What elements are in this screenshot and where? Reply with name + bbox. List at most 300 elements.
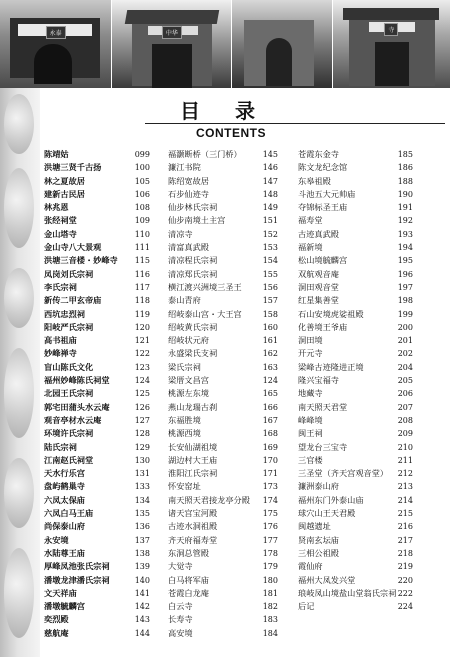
toc-entry-page: 166 — [262, 402, 278, 412]
toc-entry-page: 140 — [134, 575, 150, 585]
toc-entry-title: 霞仙府 — [298, 561, 323, 572]
toc-entry — [298, 414, 413, 427]
toc-entry-page: 167 — [262, 415, 278, 425]
toc-entry-title: 厚峰凤池张氏宗祠 — [44, 560, 110, 573]
toc-entry — [168, 387, 278, 400]
toc-entry-page: 141 — [134, 588, 150, 598]
toc-entry — [168, 148, 278, 161]
toc-entry-title: 开元寺 — [298, 348, 323, 359]
toc-entry — [168, 175, 278, 188]
toc-entry-page: 121 — [134, 336, 150, 346]
toc-entry — [168, 534, 278, 547]
toc-entry-page: 156 — [262, 282, 278, 292]
toc-entry-page: 149 — [262, 203, 278, 213]
toc-entry-title: 燕山龙瑞古刹 — [168, 401, 218, 412]
toc-entry — [298, 494, 413, 507]
toc-entry-title: 水陆尊王庙 — [44, 547, 85, 560]
toc-entry-page: 120 — [134, 322, 150, 332]
toc-entry-page: 222 — [397, 588, 413, 598]
toc-entry — [298, 214, 413, 227]
toc-entry-title: 高安境 — [168, 627, 193, 638]
toc-entry — [168, 214, 278, 227]
toc-entry-page: 202 — [397, 349, 413, 359]
toc-entry-page: 137 — [134, 535, 150, 545]
toc-entry-page: 152 — [262, 229, 278, 239]
toc-entry-page: 199 — [397, 309, 413, 319]
toc-entry — [168, 547, 278, 560]
toc-entry-page: 111 — [134, 243, 150, 253]
toc-entry-title: 六凤白马王庙 — [44, 507, 93, 520]
photo-strip — [0, 0, 450, 88]
toc-entry — [44, 494, 150, 507]
page-title: 目 录 — [180, 99, 269, 123]
toc-entry — [298, 161, 413, 174]
toc-entry-page: 206 — [397, 389, 413, 399]
toc-entry-title: 金山塔寺 — [44, 228, 77, 241]
toc-entry-title: 清凉郑氏宗祠 — [168, 268, 218, 279]
toc-entry-title: 古迹真武殿 — [298, 228, 339, 239]
toc-entry — [168, 441, 278, 454]
title-divider — [145, 123, 445, 124]
toc-entry-page: 197 — [397, 282, 413, 292]
toc-entry-title: 文天祥庙 — [44, 587, 77, 600]
toc-entry-title: 福新境 — [298, 242, 323, 253]
toc-entry-page: 176 — [262, 522, 278, 532]
toc-entry-title: 永盛梁氏支祠 — [168, 348, 218, 359]
toc-entry — [298, 467, 413, 480]
toc-entry-page: 108 — [134, 203, 150, 213]
toc-entry — [298, 361, 413, 374]
toc-entry-title: 梁氏宗祠 — [168, 361, 201, 372]
toc-entry-title: 潘墩毓麟宫 — [44, 600, 85, 613]
toc-entry — [168, 361, 278, 374]
toc-entry-title: 隆兴宝福寺 — [298, 375, 339, 386]
toc-entry-page: 135 — [134, 509, 150, 519]
toc-entry — [168, 201, 278, 214]
toc-entry-title: 淮阳江氏宗祠 — [168, 468, 218, 479]
toc-entry-page: 184 — [262, 628, 278, 638]
toc-entry — [298, 507, 413, 520]
toc-entry-title: 闽王祠 — [298, 428, 323, 439]
toc-entry-page: 188 — [397, 176, 413, 186]
toc-entry — [44, 321, 150, 334]
toc-entry-title: 东福胜境 — [168, 414, 201, 425]
toc-entry-page: 217 — [397, 535, 413, 545]
toc-entry-title: 建新古民居 — [44, 188, 85, 201]
photo-label: 永泰 — [46, 26, 66, 39]
toc-entry-title: 石步仙迹寺 — [168, 188, 209, 199]
carving-ornament — [4, 548, 34, 638]
toc-entry-title: 濂洲泰山府 — [298, 481, 339, 492]
toc-entry — [44, 507, 150, 520]
toc-entry-title: 绍岐状元府 — [168, 335, 209, 346]
toc-entry-title: 洞田境 — [298, 335, 323, 346]
toc-entry-page: 133 — [134, 482, 150, 492]
toc-entry — [298, 600, 413, 613]
toc-entry-title: 苍霞东金寺 — [298, 149, 339, 159]
toc-entry-title: 绍岐泰山宫・大王宫 — [168, 308, 242, 319]
toc-entry — [44, 228, 150, 241]
toc-entry — [168, 228, 278, 241]
toc-entry-page: 173 — [262, 482, 278, 492]
toc-entry-page: 134 — [134, 495, 150, 505]
toc-entry-page: 100 — [134, 163, 150, 173]
toc-entry-title: 松山境毓麟宫 — [298, 255, 348, 266]
toc-entry-title: 六凤太保庙 — [44, 494, 85, 507]
carving-ornament — [4, 348, 34, 438]
toc-entry-page: 180 — [262, 575, 278, 585]
toc-entry-page: 109 — [134, 216, 150, 226]
toc-entry-page: 169 — [262, 442, 278, 452]
toc-entry-page: 118 — [134, 296, 150, 306]
toc-entry — [44, 161, 150, 174]
toc-entry — [298, 201, 413, 214]
toc-entry-page: 105 — [134, 176, 150, 186]
toc-entry — [168, 494, 278, 507]
toc-entry — [44, 534, 150, 547]
toc-entry-title: 大觉寺 — [168, 561, 193, 572]
toc-entry-page: 193 — [397, 229, 413, 239]
toc-entry — [44, 387, 150, 400]
toc-entry-title: 濂江书院 — [168, 162, 201, 173]
photo-label: 寺 — [384, 23, 398, 36]
toc-entry — [168, 480, 278, 493]
decorative-stone-column — [0, 88, 40, 657]
toc-entry-page: 215 — [397, 509, 413, 519]
toc-entry-title: 慈航庵 — [44, 627, 69, 640]
toc-entry-title: 贤南玄坛庙 — [298, 534, 339, 545]
toc-entry — [298, 387, 413, 400]
toc-entry — [44, 188, 150, 201]
toc-entry — [44, 547, 150, 560]
toc-entry — [168, 347, 278, 360]
toc-entry-page: 165 — [262, 389, 278, 399]
toc-entry-title: 苍霞白龙庵 — [168, 587, 209, 598]
toc-entry-page: 196 — [397, 269, 413, 279]
toc-entry — [298, 347, 413, 360]
toc-entry — [298, 334, 413, 347]
toc-entry-page: 175 — [262, 509, 278, 519]
toc-entry-page: 192 — [397, 216, 413, 226]
toc-entry-title: 福寿堂 — [298, 215, 323, 226]
photo-label: 中华 — [162, 26, 182, 39]
toc-entry-title: 奕烈殿 — [44, 613, 69, 626]
toc-entry — [168, 587, 278, 600]
toc-entry — [44, 334, 150, 347]
toc-entry-page: 106 — [134, 189, 150, 199]
toc-entry-page: 119 — [134, 309, 150, 319]
toc-entry-page: 154 — [262, 256, 278, 266]
toc-entry — [298, 574, 413, 587]
toc-entry-title: 斗池五大元帅庙 — [298, 188, 356, 199]
toc-entry — [44, 201, 150, 214]
toc-entry — [168, 374, 278, 387]
toc-entry-title: 梁厝文昌宫 — [168, 375, 209, 386]
toc-entry — [44, 560, 150, 573]
toc-entry-page: 205 — [397, 376, 413, 386]
toc-entry — [44, 294, 150, 307]
toc-entry-title: 北园王氏宗祠 — [44, 387, 93, 400]
toc-entry-page: 204 — [397, 362, 413, 372]
carving-ornament — [4, 458, 34, 528]
toc-entry — [298, 148, 413, 161]
toc-entry-title: 妙峰禅寺 — [44, 347, 77, 360]
toc-entry-page: 212 — [397, 469, 413, 479]
toc-entry-title: 桃源左东境 — [168, 388, 209, 399]
toc-entry-page: 183 — [262, 615, 278, 625]
toc-entry — [44, 241, 150, 254]
toc-entry — [298, 587, 413, 600]
toc-entry — [168, 627, 278, 640]
toc-entry — [44, 427, 150, 440]
toc-entry-page: 209 — [397, 429, 413, 439]
toc-entry-title: 金山寺八大景观 — [44, 241, 101, 254]
toc-entry-page: 168 — [262, 429, 278, 439]
toc-entry-page: 214 — [397, 495, 413, 505]
toc-entry-page: 127 — [134, 415, 150, 425]
toc-entry — [168, 294, 278, 307]
toc-entry — [44, 268, 150, 281]
toc-entry — [298, 520, 413, 533]
toc-entry — [168, 254, 278, 267]
carving-ornament — [4, 168, 34, 248]
toc-entry-title: 泰山青府 — [168, 295, 201, 306]
photo-courtyard — [232, 0, 332, 88]
toc-entry — [298, 188, 413, 201]
toc-entry-page: 128 — [134, 429, 150, 439]
toc-entry-page: 157 — [262, 296, 278, 306]
toc-entry — [44, 148, 150, 161]
toc-entry-page: 160 — [262, 322, 278, 332]
toc-entry-page: 174 — [262, 495, 278, 505]
toc-entry-title: 林之夏故居 — [44, 175, 85, 188]
toc-entry-page: 145 — [262, 150, 278, 159]
toc-entry — [168, 268, 278, 281]
toc-entry — [44, 374, 150, 387]
toc-entry-page: 182 — [262, 602, 278, 612]
toc-entry — [298, 308, 413, 321]
toc-entry-title: 横江渡兴洲境三圣王 — [168, 281, 242, 292]
toc-entry-title: 陈文龙纪念馆 — [298, 162, 348, 173]
toc-column-2 — [168, 148, 278, 640]
toc-entry — [298, 281, 413, 294]
toc-entry — [298, 268, 413, 281]
toc-entry — [298, 427, 413, 440]
toc-entry-title: 仙步南境土主宫 — [168, 215, 226, 226]
toc-entry-page: 198 — [397, 296, 413, 306]
toc-entry-title: 石山安境虎娑祖殿 — [298, 308, 364, 319]
toc-entry-page: 195 — [397, 256, 413, 266]
toc-entry-title: 白云寺 — [168, 601, 193, 612]
toc-entry-page: 190 — [397, 189, 413, 199]
toc-entry-title: 林兆恩 — [44, 201, 69, 214]
toc-entry-page: 115 — [134, 256, 150, 266]
toc-entry-page: 155 — [262, 269, 278, 279]
toc-entry-title: 清富真武殿 — [168, 242, 209, 253]
toc-entry-page: 218 — [397, 548, 413, 558]
toc-entry-page: 116 — [134, 269, 150, 279]
toc-entry — [44, 480, 150, 493]
toc-entry-title: 东皋祖殿 — [298, 175, 331, 186]
toc-entry-title: 齐天府福寿堂 — [168, 534, 218, 545]
toc-entry — [168, 281, 278, 294]
toc-entry-title: 洞田观音堂 — [298, 281, 339, 292]
toc-entry-page: 143 — [134, 615, 150, 625]
toc-entry — [44, 627, 150, 640]
toc-entry — [168, 574, 278, 587]
toc-entry-title: 尚保泰山府 — [44, 520, 85, 533]
photo-temple-gate — [0, 0, 112, 88]
toc-entry-title: 长安仙湖祖境 — [168, 441, 218, 452]
toc-entry-title: 后记 — [298, 601, 315, 612]
toc-entry-page: 170 — [262, 455, 278, 465]
toc-entry — [168, 454, 278, 467]
toc-entry-title: 峰峰境 — [298, 414, 323, 425]
toc-entry — [298, 175, 413, 188]
toc-entry-page: 200 — [397, 322, 413, 332]
toc-entry-title: 望龙台三宝寺 — [298, 441, 348, 452]
toc-entry — [168, 241, 278, 254]
toc-entry-page: 219 — [397, 562, 413, 572]
toc-entry-page: 151 — [262, 216, 278, 226]
toc-entry-title: 张经祠堂 — [44, 214, 77, 227]
toc-entry-title: 化善境王爷庙 — [298, 321, 348, 332]
toc-entry-page: 181 — [262, 588, 278, 598]
toc-entry — [298, 241, 413, 254]
toc-entry — [44, 441, 150, 454]
toc-entry — [168, 600, 278, 613]
toc-entry-page: 210 — [397, 442, 413, 452]
toc-entry-title: 怀安窑址 — [168, 481, 201, 492]
toc-entry-page: 124 — [262, 376, 278, 386]
toc-entry-title: 江南赵氏祠堂 — [44, 454, 93, 467]
toc-entry-title: 阳岐严氏宗祠 — [44, 321, 93, 334]
toc-entry — [44, 574, 150, 587]
toc-entry-title: 盘屿鹤巢寺 — [44, 480, 85, 493]
toc-entry — [168, 560, 278, 573]
toc-entry-title: 湖边村大王庙 — [168, 454, 218, 465]
toc-entry-title: 古迹水洞祖殿 — [168, 521, 218, 532]
toc-entry-page: 138 — [134, 548, 150, 558]
toc-entry-page: 148 — [262, 189, 278, 199]
toc-entry — [298, 401, 413, 414]
toc-entry-title: 陈靖姑 — [44, 148, 69, 161]
toc-entry — [44, 308, 150, 321]
toc-entry — [44, 520, 150, 533]
toc-entry-page: 136 — [134, 522, 150, 532]
toc-entry-title: 绍岐黄氏宗祠 — [168, 321, 218, 332]
toc-entry-page: 163 — [262, 362, 278, 372]
toc-entry-title: 环境许氏宗祠 — [44, 427, 93, 440]
toc-entry-page: 207 — [397, 402, 413, 412]
toc-entry — [44, 467, 150, 480]
toc-entry-title: 琅岐凤山境盐山堂翁氏宗祠 — [298, 587, 397, 598]
toc-entry-title: 福州妙峰陈氏祠堂 — [44, 374, 110, 387]
toc-entry-page: 162 — [262, 349, 278, 359]
toc-entry-page: 130 — [134, 455, 150, 465]
toc-entry-title: 潘墩龙津潘氏宗祠 — [44, 574, 110, 587]
toc-entry — [168, 161, 278, 174]
photo-temple-hall — [333, 0, 450, 88]
toc-entry-title: 诸天宫宝河殿 — [168, 508, 218, 519]
toc-entry-title: 天水行乐宫 — [44, 467, 85, 480]
toc-entry-title: 东洞总管殿 — [168, 547, 209, 558]
toc-entry-title: 闽越遗址 — [298, 521, 331, 532]
toc-entry-title: 盲山陈氏文化 — [44, 361, 93, 374]
toc-entry — [44, 254, 150, 267]
toc-entry-page: 144 — [134, 628, 150, 638]
toc-entry-title: 福灏断桥（三门桥） — [168, 149, 242, 159]
toc-entry — [44, 347, 150, 360]
toc-entry-page: 178 — [262, 548, 278, 558]
toc-entry-page: 139 — [134, 562, 150, 572]
carving-ornament — [4, 268, 34, 328]
toc-entry-page: 123 — [134, 362, 150, 372]
toc-entry-page: 124 — [134, 376, 150, 386]
toc-entry-title: 李氏宗祠 — [44, 281, 77, 294]
toc-entry-title: 双航观音庵 — [298, 268, 339, 279]
toc-entry — [298, 254, 413, 267]
toc-entry-title: 地藏寺 — [298, 388, 323, 399]
toc-entry-page: 211 — [397, 455, 413, 465]
toc-entry-title: 福州大凤发兴堂 — [298, 574, 356, 585]
toc-entry — [298, 294, 413, 307]
toc-entry-title: 清凉寺 — [168, 228, 193, 239]
toc-entry-title: 梁峰古迹隆进正境 — [298, 361, 364, 372]
toc-entry — [168, 308, 278, 321]
toc-entry — [298, 228, 413, 241]
toc-entry-page: 216 — [397, 522, 413, 532]
toc-entry-title: 仙步林氏宗祠 — [168, 202, 218, 213]
toc-entry — [44, 281, 150, 294]
toc-entry — [298, 480, 413, 493]
toc-entry-page: 099 — [134, 150, 150, 159]
toc-entry-title: 南天照天君接龙亭分殿 — [168, 494, 250, 505]
toc-entry-title: 福州东门外泰山庙 — [298, 494, 364, 505]
toc-entry-page: 117 — [134, 282, 150, 292]
toc-entry-title: 长寿寺 — [168, 614, 193, 625]
toc-entry — [298, 374, 413, 387]
toc-entry — [44, 401, 150, 414]
toc-entry-page: 153 — [262, 243, 278, 253]
toc-entry-page: 147 — [262, 176, 278, 186]
toc-entry-title: 夺锦标圣王庙 — [298, 202, 348, 213]
toc-entry-page: 224 — [397, 602, 413, 612]
toc-entry-title: 西坑忠烈祠 — [44, 308, 85, 321]
toc-entry — [44, 613, 150, 626]
carving-ornament — [4, 94, 34, 154]
toc-entry — [168, 334, 278, 347]
toc-entry-title: 洪塘三贤千古扬 — [44, 161, 101, 174]
toc-column-3 — [298, 148, 413, 613]
toc-entry — [44, 214, 150, 227]
toc-entry — [168, 414, 278, 427]
toc-entry-page: 110 — [134, 229, 150, 239]
toc-entry-page: 208 — [397, 415, 413, 425]
toc-entry — [44, 454, 150, 467]
toc-column-1 — [44, 148, 150, 640]
toc-entry-page: 122 — [134, 349, 150, 359]
toc-entry-page: 201 — [397, 336, 413, 346]
toc-entry-page: 213 — [397, 482, 413, 492]
toc-entry — [44, 414, 150, 427]
toc-entry-title: 红星集善堂 — [298, 295, 339, 306]
toc-entry — [168, 427, 278, 440]
toc-entry-title: 南天照天君堂 — [298, 401, 348, 412]
toc-entry-title: 三官楼 — [298, 454, 323, 465]
toc-entry-title: 观音亭材水云庵 — [44, 414, 101, 427]
toc-entry-page: 142 — [134, 602, 150, 612]
